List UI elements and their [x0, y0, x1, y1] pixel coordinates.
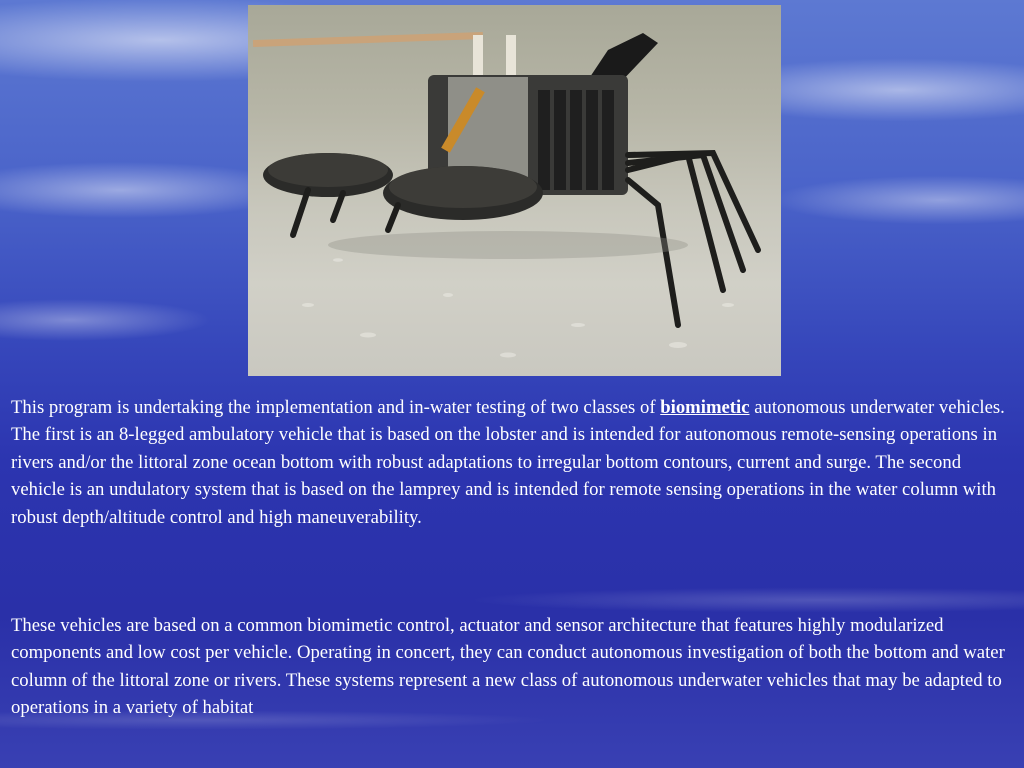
paragraph-2: These vehicles are based on a common biomimetic control, actuator and sensor architecture that features highly modularized components and low cost per vehicle. Operating in concert, they can conduct autonomous investigation of both the bottom and water column of the littoral zone or rivers. These systems represent a new class of autonomous underwater vehicles that may be adapted to operations in a variety of habitat [11, 615, 1005, 719]
robot-lobster-photo [248, 5, 781, 376]
paragraph-1-intro: This program is undertaking the implementation and in-water testing of two classes of [11, 397, 661, 418]
biomimetic-link[interactable]: biomimetic [660, 397, 750, 418]
paragraph-1 [11, 394, 1017, 531]
robot-lobster-illustration [248, 5, 781, 376]
paragraph-1-body: autonomous underwater vehicles. The first is an 8-legged ambulatory vehicle that is based on the lobster and is intended for autonomous remote-sensing operations in rivers and/or the littoral zone ocean bottom with robust adaptations to irregular bottom contours, current and surge. The second vehicle is an undulatory system that is based on the lamprey and is intended for remote sensing operations in the water column with robust depth/altitude control and high maneuverability. [11, 397, 1005, 528]
